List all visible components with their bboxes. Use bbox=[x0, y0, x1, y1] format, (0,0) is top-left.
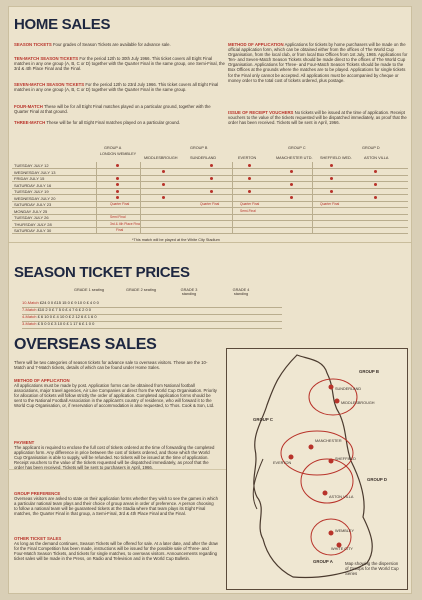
home-sales-title: HOME SALES bbox=[14, 16, 111, 33]
ground-everton: EVERTON bbox=[238, 156, 257, 160]
group-b-label: GROUP B bbox=[190, 146, 208, 150]
ten-match-head: TEN-MATCH SEASON TICKETS bbox=[14, 56, 79, 61]
match-dot bbox=[290, 196, 293, 199]
match-dot bbox=[248, 190, 251, 193]
price-cell: £ 1 6 0 bbox=[84, 314, 97, 319]
four-match-head: FOUR-MATCH bbox=[14, 104, 43, 109]
sunderland-dot bbox=[329, 385, 334, 390]
match-dot bbox=[330, 164, 333, 167]
map-label-white-city: WHITE CITY bbox=[331, 547, 353, 551]
map-group-a: GROUP A bbox=[313, 559, 333, 564]
sheffield-dot bbox=[329, 459, 334, 464]
everton-dot bbox=[289, 455, 294, 460]
sf-note: Semi-Final bbox=[240, 208, 256, 213]
season-tickets-text: Four grades of Season Tickets are available for advance sale. bbox=[52, 42, 171, 47]
issue-vouchers-text: No tickets will be issued at the time of application. Receipt vouchers to the value of the tickets requested will be dispatched immediately, as proof that the order has been received. Tickets will be sent in April, 1966. bbox=[228, 110, 407, 126]
match-dot bbox=[116, 177, 119, 180]
method-application-text: Applications for tickets by home purchasers will be made on the official application form, which can be obtained either from the offices of The World Cup Organisation, from the local club, or from local Box Offices from 1st July, 1965. Applications for Ten- and Seven-Match Season Tickets should be made direct to the offices of The World Cup Organisation. Applications for Three- and Four-Match Season Tickets should be made to the Box Offices at the grounds where the matches are to be played. Applications for single tickets for the Final only cannot be accepted. All applications must be accompanied by cheque or money order to the total cost of tickets ordered, plus postage. bbox=[228, 42, 408, 83]
ten-match-para bbox=[14, 56, 226, 71]
method-application-para bbox=[228, 42, 408, 83]
middlesbrough-dot bbox=[335, 399, 340, 404]
price-cell: £10 2 0 bbox=[37, 307, 51, 312]
match-dot bbox=[210, 177, 213, 180]
manchester-dot bbox=[309, 445, 314, 450]
price-cell: £24 0 0 bbox=[39, 300, 54, 305]
season-tickets-para bbox=[14, 42, 226, 47]
four-match-text: These will be for all Eight Final matches played on a particular ground, together with the Quarter Final at that ground. bbox=[14, 104, 211, 115]
issue-vouchers-para bbox=[228, 110, 408, 125]
overseas-method-para bbox=[14, 378, 218, 409]
prices-table bbox=[22, 288, 322, 338]
other-sales-head: OTHER TICKET SALES bbox=[14, 536, 62, 541]
map-group-b: GROUP B bbox=[359, 369, 379, 374]
date-label: THURSDAY JULY 28 bbox=[14, 221, 52, 227]
date-label: TUESDAY JULY 19 bbox=[14, 189, 49, 194]
column-divider bbox=[232, 162, 233, 234]
schedule-table bbox=[12, 142, 408, 252]
group-d-label: GROUP D bbox=[362, 146, 380, 150]
brochure-page bbox=[8, 6, 412, 594]
match-dot bbox=[116, 183, 119, 186]
seven-match-text: For the period 12th to 23rd July 1966. This ticket covers all Eight Final matches in any one group (A, B, C or D) together with the Quarter Final in the same group. bbox=[14, 82, 219, 93]
column-divider bbox=[96, 162, 97, 234]
price-row bbox=[22, 321, 282, 329]
wembley-dot bbox=[329, 531, 334, 536]
ten-match-text: For the period 12th to 30th July 1966. This ticket covers all Eight Final matches in any one group (A, B, C or D) together with the Quarter Final in the same group, one Semi-Final, the 3rd & 4th Place Final and the Final. bbox=[14, 56, 225, 72]
match-dot bbox=[248, 177, 251, 180]
payment-head: PAYMENT bbox=[14, 440, 35, 445]
group-c-label: GROUP C bbox=[288, 146, 306, 150]
column-divider bbox=[140, 162, 141, 234]
sf-note: Semi Final bbox=[110, 215, 126, 219]
date-label: WEDNESDAY JULY 13 bbox=[14, 169, 56, 175]
match-dot bbox=[374, 183, 377, 186]
price-cell: £ 2 12 6 bbox=[68, 314, 84, 319]
method-application-head: METHOD OF APPLICATION bbox=[228, 42, 284, 47]
date-label: SATURDAY JULY 16 bbox=[14, 182, 52, 188]
group-preference-head: GROUP PREFERENCE bbox=[14, 491, 61, 496]
price-header: GRADE 1 seating bbox=[74, 288, 104, 292]
date-label: TUESDAY JULY 12 bbox=[14, 163, 49, 168]
price-cell: £ 2 0 0 bbox=[78, 307, 92, 312]
issue-vouchers-head: ISSUE OF RECEIPT VOUCHERS bbox=[228, 110, 294, 115]
match-dot bbox=[162, 170, 165, 173]
match-dot bbox=[330, 190, 333, 193]
schedule-row bbox=[12, 227, 408, 234]
final-note: Final bbox=[116, 228, 124, 232]
match-dot bbox=[210, 164, 213, 167]
price-row-label: 4-Match bbox=[22, 314, 37, 319]
schedule-rows bbox=[12, 162, 408, 234]
map-label-sunderland: SUNDERLAND bbox=[335, 387, 362, 391]
price-cell: £ 4 10 0 bbox=[53, 314, 68, 319]
aston-villa-dot bbox=[323, 491, 328, 496]
price-cell: £ 5 0 0 bbox=[37, 321, 50, 326]
price-cell: £ 9 10 0 bbox=[71, 300, 86, 305]
ground-sunderland: SUNDERLAND bbox=[190, 156, 217, 160]
overseas-intro: There will be two categories of season tickets for advance sale to overseas visitors. These are the 10-Match and 7-Match tickets, details of which can be found under Home Sales. bbox=[14, 360, 208, 371]
prices-title: SEASON TICKET PRICES bbox=[14, 264, 190, 281]
map-label-everton: EVERTON bbox=[273, 461, 292, 465]
price-row-label: 7-Match bbox=[22, 307, 37, 312]
group-c-ring bbox=[281, 431, 353, 475]
price-row-label: 10-Match bbox=[22, 300, 39, 305]
map-label-wembley: WEMBLEY bbox=[335, 529, 354, 533]
map-label-manchester: MANCHESTER bbox=[315, 439, 342, 443]
match-dot bbox=[290, 170, 293, 173]
map-caption: Map showing the dispersion of Groups for the World Cup Series bbox=[345, 561, 399, 576]
price-header: GRADE 3 standing bbox=[180, 288, 198, 296]
map-group-d: GROUP D bbox=[367, 477, 387, 482]
date-label: WEDNESDAY JULY 20 bbox=[14, 195, 56, 201]
three-match-para bbox=[14, 120, 226, 125]
match-dot bbox=[162, 196, 165, 199]
qf-note: Quarter Final bbox=[320, 202, 340, 206]
ground-sheffield: SHEFFIELD WED. bbox=[320, 156, 352, 160]
price-cell: £ 3 10 0 bbox=[50, 321, 66, 326]
payment-para bbox=[14, 440, 218, 471]
schedule-footnote: *This match will be played at the White City Stadium bbox=[132, 238, 220, 242]
ground-wembley: LONDON WEMBLEY bbox=[99, 152, 137, 156]
date-label: MONDAY JULY 25 bbox=[14, 208, 48, 214]
overseas-method-text: All applications must be made by post. Application forms can be obtained from National football associations, major travel agencies, Air Line Companies or direct from the World Cup Organisation. Priority for allocation of tickets will follow strictly the order of application. Completed application forms should be sent to the National Football Association in the applicant's country of residence, who will forward it to the World Cup Organisation, or, if reservation of accommodation is also requested, to Thos. Cook & Son, Ltd. bbox=[14, 383, 217, 409]
match-dot bbox=[210, 190, 213, 193]
third-place-note: 3rd & 4th Place Final bbox=[110, 221, 141, 226]
match-dot bbox=[374, 170, 377, 173]
overseas-method-head: METHOD OF APPLICATION bbox=[14, 378, 70, 383]
price-header: GRADE 4 standing bbox=[232, 288, 250, 296]
price-cell: £ 4 7 6 bbox=[65, 307, 78, 312]
seven-match-head: SEVEN-MATCH SEASON TICKETS bbox=[14, 82, 85, 87]
qf-note: Quarter Final bbox=[200, 202, 220, 206]
match-dot bbox=[248, 164, 251, 167]
price-cell: £ 6 10 0 bbox=[37, 314, 53, 319]
three-match-head: THREE-MATCH bbox=[14, 120, 46, 125]
other-sales-para bbox=[14, 536, 218, 561]
price-cell: £ 1 0 0 bbox=[82, 321, 95, 326]
column-divider bbox=[312, 162, 313, 234]
price-cell: £ 4 0 0 bbox=[86, 300, 99, 305]
date-label: TUESDAY JULY 26 bbox=[14, 215, 49, 220]
date-label: SATURDAY JULY 30 bbox=[14, 228, 52, 233]
four-match-para bbox=[14, 104, 226, 114]
ground-middlesbrough: MIDDLESBROUGH bbox=[144, 156, 178, 160]
england-map bbox=[226, 348, 408, 590]
season-tickets-head: SEASON TICKETS bbox=[14, 42, 52, 47]
qf-note: Quarter Final bbox=[240, 202, 260, 206]
ground-manchester: MANCHESTER UTD. bbox=[276, 156, 313, 160]
seven-match-para bbox=[14, 82, 226, 92]
map-label-middlesbrough: MIDDLESBROUGH bbox=[341, 401, 375, 405]
group-a-label: GROUP A bbox=[104, 146, 122, 150]
match-dot bbox=[290, 183, 293, 186]
group-preference-para bbox=[14, 491, 218, 516]
map-group-c: GROUP C bbox=[253, 417, 273, 422]
date-label: SATURDAY JULY 23 bbox=[14, 202, 52, 207]
date-label: FRIDAY JULY 15 bbox=[14, 176, 45, 181]
match-dot bbox=[116, 196, 119, 199]
match-dot bbox=[330, 177, 333, 180]
price-header: GRADE 2 seating bbox=[126, 288, 156, 292]
three-match-text: These will be for all Eight Final matches played on a particular ground. bbox=[46, 120, 181, 125]
price-cell: £15 15 0 bbox=[54, 300, 70, 305]
overseas-title: OVERSEAS SALES bbox=[14, 336, 157, 353]
match-dot bbox=[116, 164, 119, 167]
wales-outline bbox=[253, 459, 263, 509]
price-row-label: 3-Match bbox=[22, 321, 37, 326]
qf-note: Quarter Final bbox=[110, 202, 130, 206]
england-map-graphic bbox=[227, 349, 407, 589]
ground-aston-villa: ASTON VILLA bbox=[364, 156, 389, 160]
match-dot bbox=[162, 183, 165, 186]
price-cell: £ 7 5 0 bbox=[52, 307, 65, 312]
match-dot bbox=[374, 196, 377, 199]
other-sales-text: As long as the demand continues, Season Tickets will be offered for sale. At a later date, and after the draw for the Final Competition has been made, instructions will be issued for the possible sale of Three- and Four-Match Season Tickets, and tickets for single matches, to overseas visitors. Announcements regarding ticket sales will be made in the Press, on Radio and Television and in the World Cup Bulletin. bbox=[14, 541, 218, 562]
map-label-sheffield: SHEFFIELD bbox=[335, 457, 356, 461]
price-cell: £ 1 17 6 bbox=[66, 321, 81, 326]
payment-text: The applicant is required to enclose the full cost of tickets ordered at the time of forwarding the completed application form. Any difference in price between the cost of tickets ordered, and those which the World Cup Organisation is able to supply, will be refunded. No tickets will be issued at the time of application. Receipt vouchers to the value of the tickets requested will be dispatched immediately, as proof that the order has been received. Tickets will be sent to purchasers in April, 1966. bbox=[14, 445, 215, 471]
map-label-aston-villa: ASTON VILLA bbox=[329, 495, 354, 499]
group-preference-text: Overseas visitors are asked to state on their application forms whether they wish to see the games in which a particular national team plays and their choice of group areas in order of preference. A person choosing to follow a national team will be guaranteed tickets at the Stadia where that team plays its Eight Final matches, the Quarter Final in that group, a Semi-Final, 3rd & 4th Place Final and the Final. bbox=[14, 496, 218, 517]
match-dot bbox=[116, 190, 119, 193]
